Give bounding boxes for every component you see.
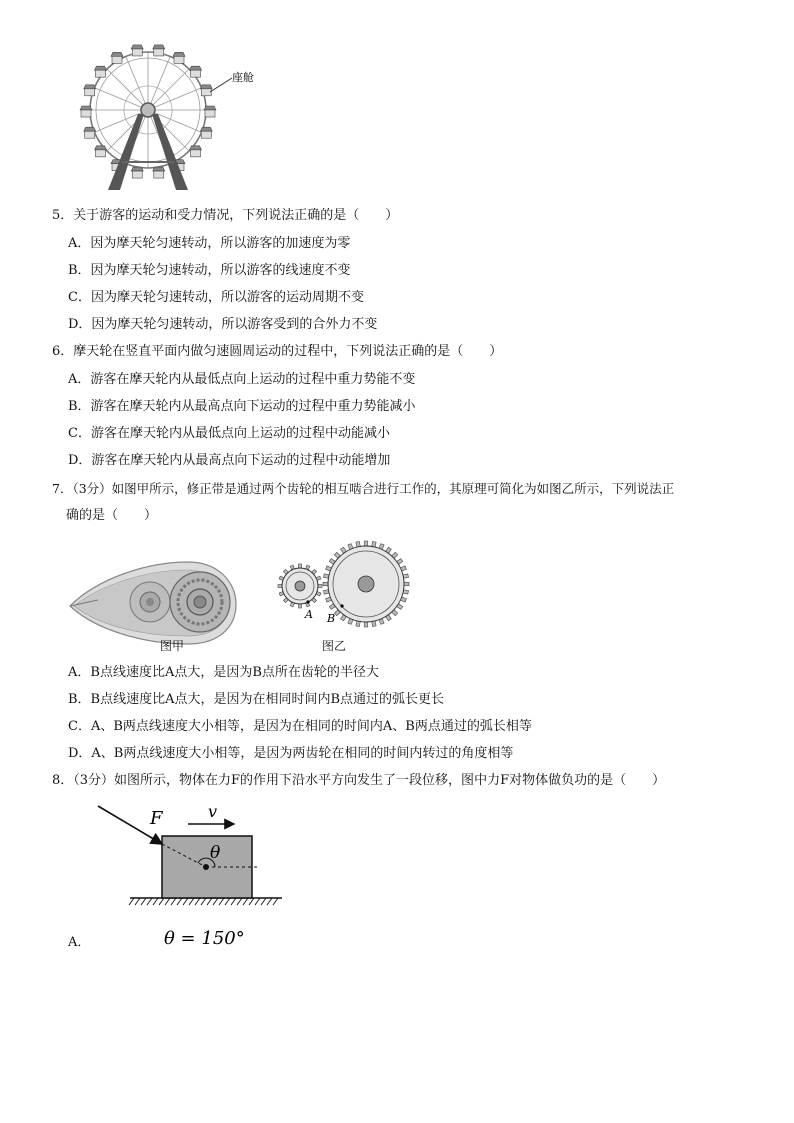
cabin-label: 座舱 [232,71,254,84]
q5-option-d[interactable]: D．因为摩天轮匀速转动，所以游客受到的合外力不变 [68,317,378,332]
ferris-wheel-drawing [72,44,262,198]
q7-stem-line1: 7．（3分）如图甲所示，修正带是通过两个齿轮的相互啮合进行工作的，其原理可简化为如图乙所示，下列说法正 [52,481,675,496]
q5-option-c[interactable]: C．因为摩天轮匀速转动，所以游客的运动周期不变 [68,290,364,305]
figure-b [272,538,422,634]
q6-option-a[interactable]: A．游客在摩天轮内从最低点向上运动的过程中重力势能不变 [68,372,416,387]
point-b-label: B [327,612,336,625]
angle-label: θ [210,843,221,863]
ferris-wheel-figure [72,44,262,198]
q6-option-c[interactable]: C．游客在摩天轮内从最低点向上运动的过程中动能减小 [68,426,390,441]
cabin-icon [200,127,212,138]
cabin-icon [131,167,143,178]
cabin-icon [153,45,165,56]
q6-option-d[interactable]: D．游客在摩天轮内从最高点向下运动的过程中动能增加 [68,453,391,468]
cabin-icon [189,146,201,157]
block-force-drawing [92,800,292,950]
cabin-icon [84,127,96,138]
cabin-icon [80,106,92,117]
point-a-label: A [305,608,313,621]
angle-caption: θ = 150° [164,928,245,949]
figure-a [68,548,248,658]
q6-stem: 6．摩天轮在竖直平面内做匀速圆周运动的过程中，下列说法正确的是（ ） [52,344,503,359]
q8-stem: 8．（3分）如图所示，物体在力F的作用下沿水平方向发生了一段位移，图中力F对物体做负功的是（ ） [52,773,666,788]
cabin-icon [131,45,143,56]
cabin-icon [204,106,216,117]
q7-option-d[interactable]: D．A、B两点线速度大小相等，是因为两齿轮在相同的时间内转过的角度相等 [68,746,514,761]
figure-q8-a [92,800,292,950]
q7-option-c[interactable]: C．A、B两点线速度大小相等，是因为在相同的时间内A、B两点通过的弧长相等 [68,719,532,734]
correction-tape-drawing [68,548,248,658]
cabin-icon [200,85,212,96]
q5-option-a[interactable]: A．因为摩天轮匀速转动，所以游客的加速度为零 [68,236,351,251]
cabin-icon [189,66,201,77]
figure-a-caption: 图甲 [160,639,185,653]
cabin-icon [173,52,185,63]
cabin-icon [95,66,107,77]
q5-stem: 5．关于游客的运动和受力情况，下列说法正确的是（ ） [52,208,399,223]
gears-drawing [272,538,422,634]
q5-option-b[interactable]: B．因为摩天轮匀速转动，所以游客的线速度不变 [68,263,351,278]
q7-option-a[interactable]: A．B点线速度比A点大，是因为B点所在齿轮的半径大 [68,665,379,680]
velocity-label: v [208,802,218,821]
q8-option-a[interactable]: A． [68,935,91,950]
cabin-icon [84,85,96,96]
cabin-icon [111,52,123,63]
force-label: F [150,808,163,829]
q7-stem-line2: 确的是（ ） [66,508,158,523]
q6-option-b[interactable]: B．游客在摩天轮内从最高点向下运动的过程中重力势能减小 [68,399,416,414]
figure-b-caption: 图乙 [322,639,347,653]
q7-option-b[interactable]: B．B点线速度比A点大，是因为在相同时间内B点通过的弧长更长 [68,692,445,707]
cabin-icon [153,167,165,178]
cabin-icon [95,146,107,157]
